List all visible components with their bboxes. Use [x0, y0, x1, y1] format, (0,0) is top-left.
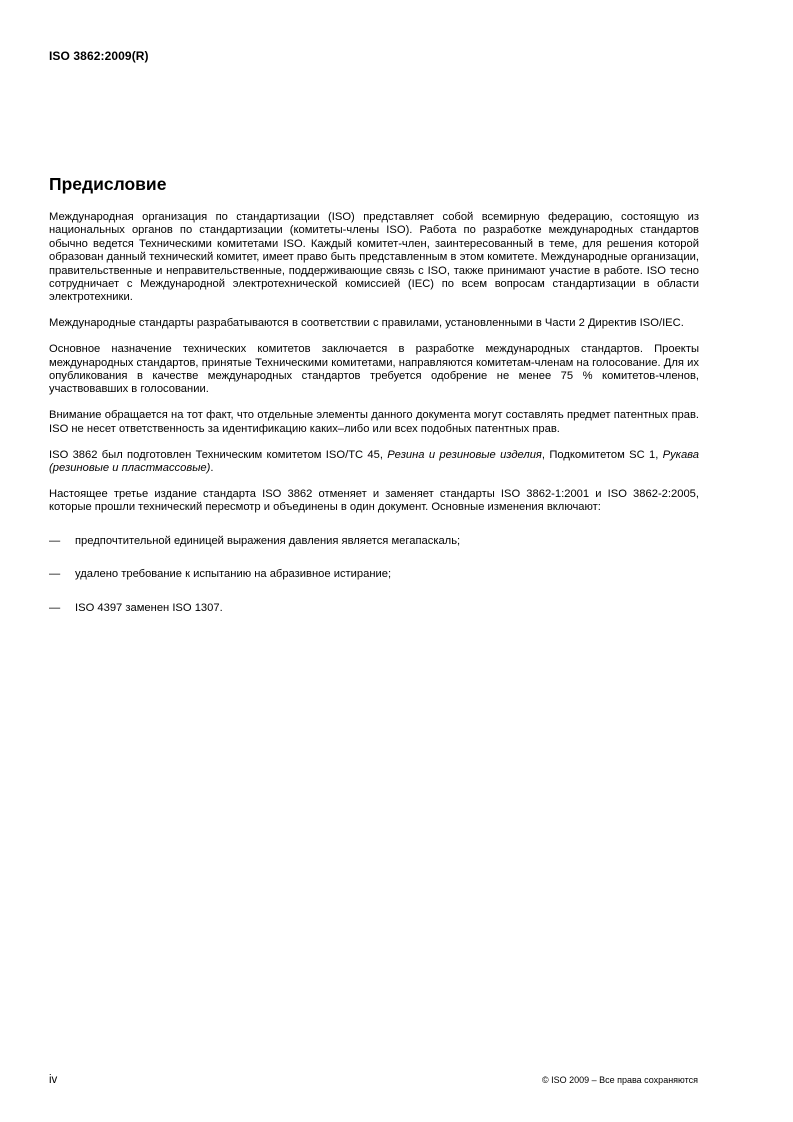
prepared-by-lead: ISO 3862 был подготовлен Техническим комитетом ISO/TC 45, [49, 448, 388, 461]
paragraph-directives: Международные стандарты разрабатываются в соответствии с правилами, установленными в Части 2 Директив ISO/IEC. [49, 317, 684, 330]
prepared-by-end: . [210, 462, 214, 475]
dash-bullet: — [49, 568, 61, 581]
dash-bullet: — [49, 534, 61, 547]
paragraph-iso-organization: Международная организация по стандартизации (ISO) представляет собой всемирную федерацию, состоящую из национальных органов по стандартизации (комитеты-члены ISO). Работа по разработке международных стандартов обычно ведется Техническими комитетами ISO. Каждый комитет-член, заинтересованный в теме, для решения которой образован данный технический комитет, имеет право быть представленным в этом комитете. Международные организации, правительственные и неправительственные, поддерживающие связь с ISO, также принимают участие в работе. ISO тесно сотрудничает с Международной электротехнической комиссией (IEC) по всем вопросам стандартизации в области электротехники. [49, 211, 699, 304]
list-item [49, 535, 699, 548]
subcommittee-title: Рукава (резиновые и пластмассовые) [49, 448, 700, 475]
paragraph-edition: Настоящее третье издание стандарта ISO 3862 отменяет и заменяет стандарты ISO 3862-1:2001 и ISO 3862-2:2005, которые прошли технический пересмотр и объединены в один документ. Основные изменения включают: [49, 488, 699, 514]
list-item-text: предпочтительной единицей выражения давления является мегапаскаль; [75, 534, 461, 547]
list-item [49, 568, 699, 581]
technical-committee-title: Резина и резиновые изделия [387, 448, 542, 461]
foreword-body [49, 211, 699, 635]
page-number: iv [49, 1074, 58, 1086]
paragraph-prepared-by [49, 449, 699, 476]
dash-bullet: — [49, 601, 61, 614]
prepared-by-middle: , Подкомитетом SC 1, [541, 448, 663, 461]
paragraph-patents: Внимание обращается на тот факт, что отдельные элементы данного документа могут составлять предмет патентных прав. ISO не несет ответственность за идентификацию каких–либо или всех подобных патентных прав. [49, 409, 699, 435]
paragraph-committees: Основное назначение технических комитетов заключается в разработке международных стандартов. Проекты международных стандартов, принятые Техническими комитетами, направляются комитетам-членам на голосование. Для их опубликования в качестве международных стандартов требуется одобрение не менее 75 % комитетов-членов, участвовавших в голосовании. [49, 343, 699, 396]
list-item [49, 602, 699, 615]
changes-list [49, 535, 699, 615]
list-item-text: ISO 4397 заменен ISO 1307. [75, 601, 223, 614]
document-id: ISO 3862:2009(R) [49, 49, 149, 63]
copyright-notice: © ISO 2009 – Все права сохраняются [541, 1075, 698, 1085]
section-title: Предисловие [49, 174, 167, 194]
list-item-text: удалено требование к испытанию на абразивное истирание; [75, 568, 392, 581]
